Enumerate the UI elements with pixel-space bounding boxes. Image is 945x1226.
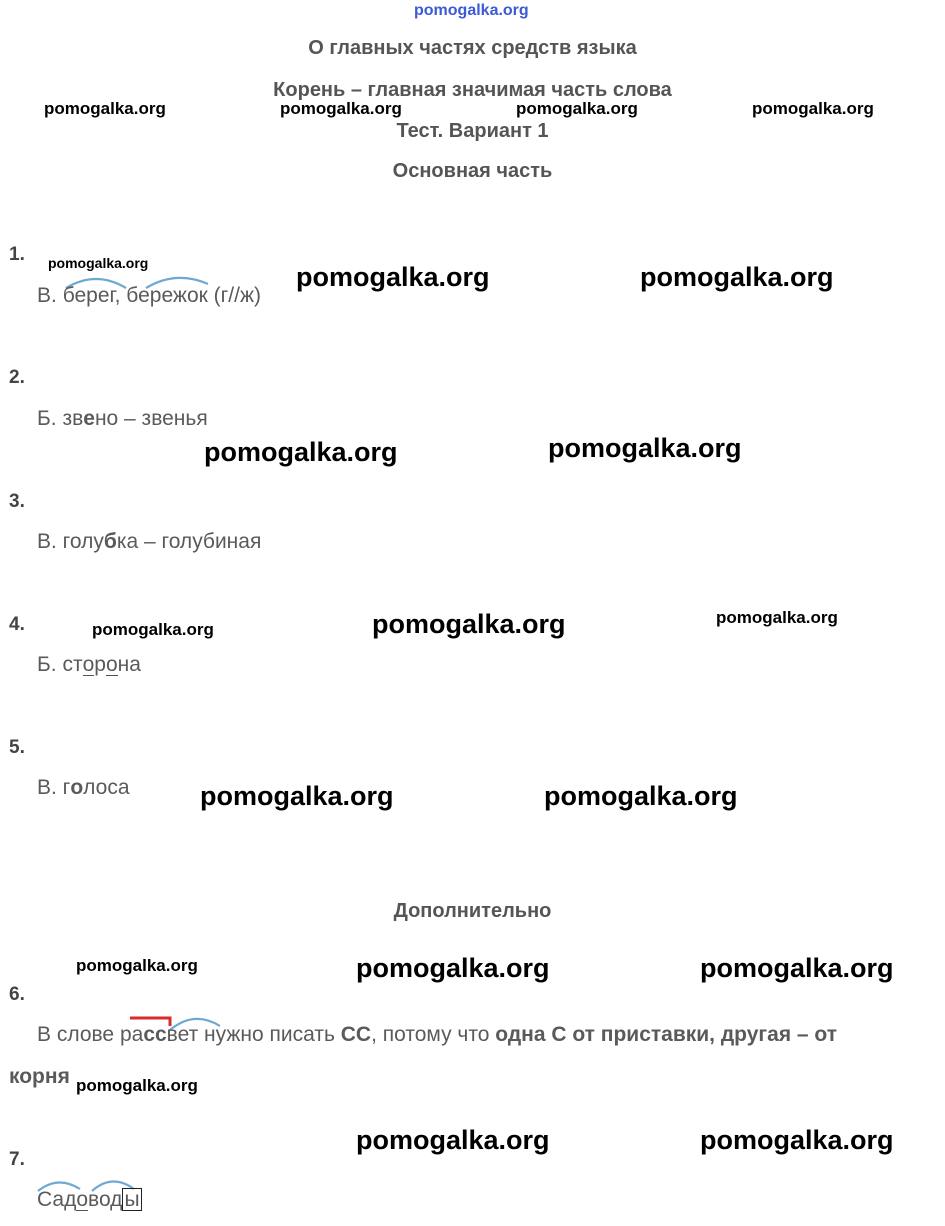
- answer-text: В. г: [37, 776, 71, 799]
- watermark: pomogalka.org: [716, 608, 838, 627]
- answer-letter-bold: б: [103, 530, 117, 553]
- watermark: pomogalka.org: [544, 781, 738, 811]
- question-number: 7.: [9, 1149, 25, 1170]
- answer-text: , потому что: [371, 1023, 496, 1046]
- answer-text: Сад: [37, 1188, 77, 1211]
- answer-word: берег,: [62, 284, 121, 307]
- ending-box: ы: [124, 1188, 140, 1211]
- question-number: 2.: [9, 367, 25, 388]
- answer-letter: В.: [37, 284, 57, 307]
- answer-underlined-vowel: о: [76, 1188, 89, 1211]
- answer-text: Б. ст: [37, 653, 83, 676]
- watermark: pomogalka.org: [204, 437, 398, 467]
- answer-5: [37, 776, 130, 800]
- watermark: pomogalka.org: [200, 781, 394, 811]
- answer-text: лоса: [83, 776, 130, 799]
- answer-text: вод: [88, 1188, 123, 1211]
- watermark: pomogalka.org: [356, 1125, 550, 1155]
- answer-text: В. голу: [37, 530, 104, 553]
- question-number: 6.: [9, 984, 25, 1005]
- question-number: 1.: [9, 244, 25, 265]
- question-number: 3.: [9, 491, 25, 512]
- answer-vowel: о: [70, 776, 84, 799]
- watermark: pomogalka.org: [700, 1125, 894, 1155]
- answer-text: нужно писать: [198, 1023, 341, 1046]
- section-main-heading: Основная часть: [392, 160, 553, 182]
- watermark: pomogalka.org: [700, 953, 894, 983]
- answer-underlined-vowel: о: [82, 653, 95, 676]
- answer-text: В слове: [37, 1023, 120, 1046]
- watermark: pomogalka.org: [44, 99, 166, 118]
- answer-text: ка – голубиная: [116, 530, 262, 553]
- watermark: pomogalka.org: [76, 1076, 198, 1095]
- answer-underlined-vowel: о: [105, 653, 118, 676]
- page-title: О главных частях средств языка: [308, 37, 637, 59]
- watermark: pomogalka.org: [548, 433, 742, 463]
- watermark: pomogalka.org: [516, 99, 638, 118]
- question-number: 4.: [9, 614, 25, 635]
- watermark: pomogalka.org: [356, 953, 550, 983]
- watermark: pomogalka.org: [372, 609, 566, 639]
- answer-7: [37, 1188, 142, 1212]
- watermark: pomogalka.org: [296, 262, 490, 292]
- site-link[interactable]: pomogalka.org: [414, 2, 529, 19]
- answer-letters-bold: СС: [340, 1023, 372, 1046]
- answer-explanation-bold: одна С от приставки, другая – от: [495, 1023, 838, 1046]
- watermark: pomogalka.org: [92, 620, 214, 639]
- answer-text: р: [94, 653, 106, 676]
- answer-6-line-1: [37, 1023, 837, 1047]
- answer-text: ра: [119, 1023, 144, 1046]
- answer-text: Б. зв: [37, 407, 84, 430]
- question-number: 5.: [9, 737, 25, 758]
- answer-4: [37, 653, 141, 677]
- answer-2: [37, 407, 208, 431]
- page-subtitle: Корень – главная значимая часть слова: [273, 79, 672, 101]
- watermark: pomogalka.org: [280, 99, 402, 118]
- answer-text: вет: [166, 1023, 199, 1046]
- answer-6-line-2: корня: [9, 1065, 70, 1088]
- answer-note: (г//ж): [213, 284, 262, 307]
- test-title: Тест. Вариант 1: [396, 120, 549, 142]
- watermark: pomogalka.org: [752, 99, 874, 118]
- watermark: pomogalka.org: [76, 956, 198, 975]
- answer-3: [37, 530, 261, 554]
- watermark: pomogalka.org: [640, 262, 834, 292]
- answer-text: но – звенья: [94, 407, 208, 430]
- answer-vowel: е: [83, 407, 95, 430]
- answer-letters-bold: сс: [143, 1023, 167, 1046]
- answer-word: бережок: [126, 284, 208, 307]
- watermark: pomogalka.org: [48, 255, 149, 271]
- answer-text: на: [117, 653, 141, 676]
- section-extra-heading: Дополнительно: [393, 900, 552, 922]
- answer-1: [37, 284, 261, 308]
